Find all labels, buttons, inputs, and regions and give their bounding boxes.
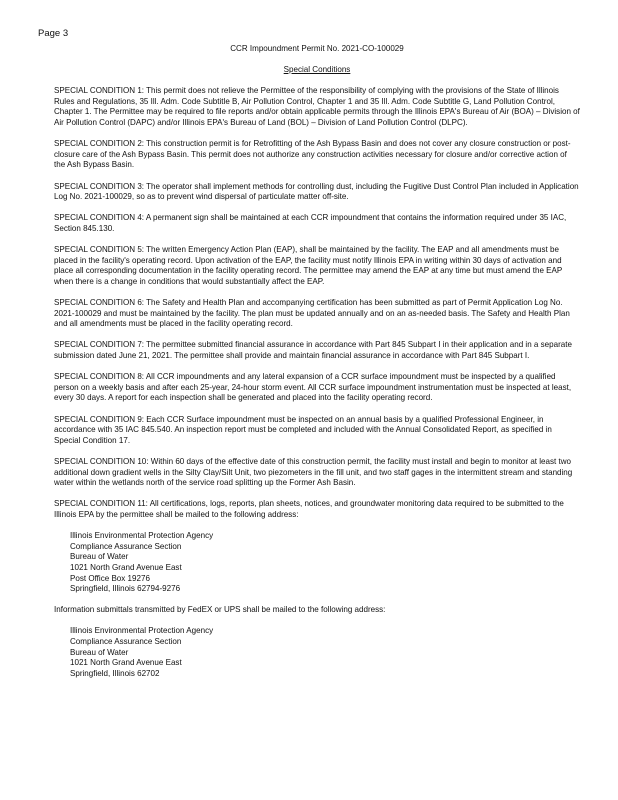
address-line: 1021 North Grand Avenue East xyxy=(70,562,182,572)
page-number: Page 3 xyxy=(38,28,69,39)
address-line: Illinois Environmental Protection Agency xyxy=(70,626,214,636)
special-condition-1: SPECIAL CONDITION 1: This permit does not relieve the Permittee of the responsibility of complying with the provisions of the State of Illinois Rules and Regulations, 35 Ill. Adm. Code Subtitle B, Air Pollution Control, Chapter 1 and 35 Ill. Adm. Code Subtitle G, Land Pollution Control, Chapter 1. The Permittee may be required to file reports and/or obtain applicable permits through the Illinois EPA's Bureau of Air (BOA) – Division of Air Pollution Control (DAPC) and/or Illinois EPA's Bureau of Land (BOL) – Division of Land Pollution Control (DLPC). xyxy=(54,86,580,127)
special-condition-5: SPECIAL CONDITION 5: The written Emergency Action Plan (EAP), shall be maintained by the facility. The EAP and all amendments must be placed in the facility's operating record. Upon activation of the EAP, the facility must notify Illinois EPA in writing within 30 days of activation and place all corresponding documentation in the facility operating record. The permittee may amend the EAP at any time but must amend the EAP when there is a change in conditions that would substantially affect the EAP. xyxy=(54,245,563,286)
address-line: Illinois Environmental Protection Agency xyxy=(70,531,214,541)
address-line: Compliance Assurance Section xyxy=(70,637,182,647)
fedex-note: Information submittals transmitted by FedEX or UPS shall be mailed to the following address: xyxy=(54,605,386,615)
special-condition-8: SPECIAL CONDITION 8: All CCR impoundments and any lateral expansion of a CCR surface impoundment must be inspected by a qualified person on a weekly basis and after each 25-year, 24-hour storm event. All CCR surface impoundment instrumentation must be inspected at least, every 30 days. A report for each inspection shall be generated and placed into the facility operating record. xyxy=(54,372,572,403)
mailing-address xyxy=(70,531,580,595)
special-condition-10: SPECIAL CONDITION 10: Within 60 days of the effective date of this construction permit, the facility must install and begin to monitor at least two additional down gradient wells in the Silty Clay/Silt Unit, two piezometers in the fill unit, and two staff gages in the intermittent stream and standing water within the wetlands north of the service road splitting up the Former Ash Basin. xyxy=(54,456,573,488)
special-condition-2: SPECIAL CONDITION 2: This construction permit is for Retrofitting of the Ash Bypass Basin and does not cover any closure construction or post-closure care of the Ash Bypass Basin. This permit does not authorize any construction activities necessary for closure and/or corrective action of the Ash Bypass Basin. xyxy=(54,139,571,170)
special-condition-3: SPECIAL CONDITION 3: The operator shall implement methods for controlling dust, including the Fugitive Dust Control Plan included in Application Log No. 2021-100029, so as to prevent wind dispersal of particulate matter off-site. xyxy=(54,181,579,202)
address-line: Compliance Assurance Section xyxy=(70,541,182,551)
special-condition-7: SPECIAL CONDITION 7: The permittee submitted financial assurance in accordance with Part 845 Subpart I in their application and in a separate submission dated June 21, 2021. The permittee shall provide and maintain financial assurance in accordance with Part 845 Subpart I. xyxy=(54,340,572,361)
section-heading: Special Conditions xyxy=(283,64,351,74)
permit-title: CCR Impoundment Permit No. 2021-CO-100029 xyxy=(230,44,404,53)
address-line: Bureau of Water xyxy=(70,647,129,657)
special-condition-4: SPECIAL CONDITION 4: A permanent sign shall be maintained at each CCR impoundment that contains the information required under 35 IAC, Section 845.130. xyxy=(54,213,567,233)
special-condition-9: SPECIAL CONDITION 9: Each CCR Surface impoundment must be inspected on an annual basis by a qualified Professional Engineer, in accordance with 35 IAC 845.540. An inspection report must be completed and included with the Annual Consolidated Report, as specified in Special Condition 17. xyxy=(54,414,552,445)
address-line: Springfield, Illinois 62794-9276 xyxy=(70,584,181,594)
address-line: 1021 North Grand Avenue East xyxy=(70,658,182,668)
special-condition-6: SPECIAL CONDITION 6: The Safety and Health Plan and accompanying certification has been submitted as part of Permit Application Log No. 2021-100029 and must be maintained by the facility. The plan must be updated annually and on an as-needed basis. The Safety and Health Plan and all amendments must be placed in the facility operating record. xyxy=(54,298,570,329)
address-line: Springfield, Illinois 62702 xyxy=(70,668,160,678)
address-line: Post Office Box 19276 xyxy=(70,573,150,583)
courier-address xyxy=(70,626,580,679)
special-condition-11: SPECIAL CONDITION 11: All certifications, logs, reports, plan sheets, notices, and groundwater monitoring data required to be submitted to the Illinois EPA by the permittee shall be mailed to the following address: xyxy=(54,499,564,519)
document-body xyxy=(54,44,580,690)
address-line: Bureau of Water xyxy=(70,552,129,562)
